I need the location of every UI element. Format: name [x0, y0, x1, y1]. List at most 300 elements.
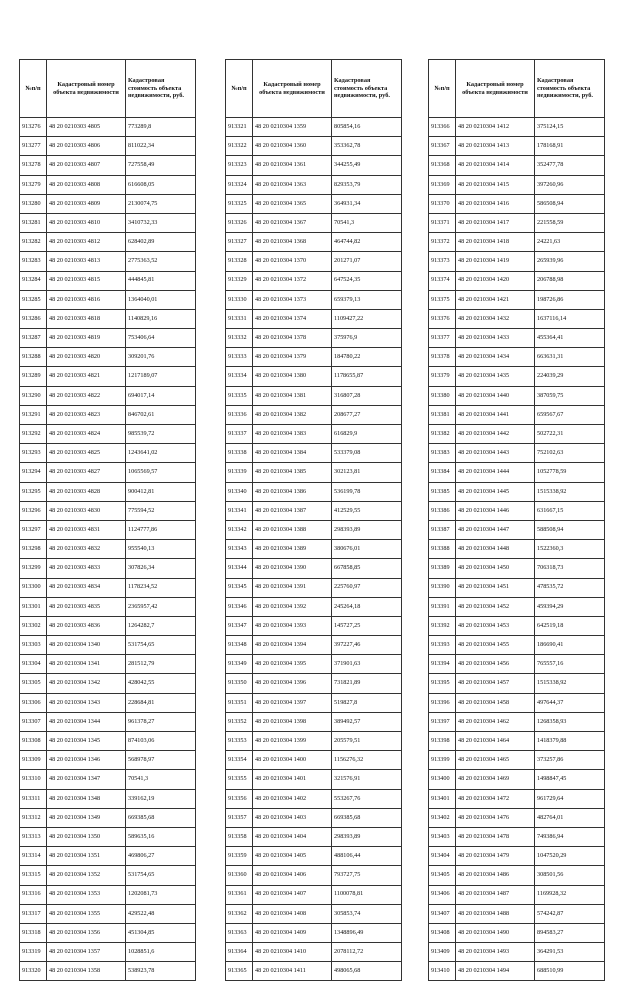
cadastral-number: 48 20 0210303 4807 [47, 156, 126, 175]
cadastral-value: 669385,68 [332, 808, 402, 827]
table-row [20, 885, 196, 904]
cadastral-number: 48 20 0210304 1404 [253, 827, 332, 846]
table-row [429, 348, 605, 367]
row-number: 913382 [429, 425, 456, 444]
cadastral-number: 48 20 0210303 4819 [47, 329, 126, 348]
cadastral-number: 48 20 0210304 1408 [253, 904, 332, 923]
cadastral-number: 48 20 0210304 1446 [456, 501, 535, 520]
row-number: 913312 [20, 808, 47, 827]
cadastral-value: 531754,65 [126, 866, 196, 885]
cadastral-number: 48 20 0210304 1399 [253, 732, 332, 751]
cadastral-number: 48 20 0210304 1494 [456, 962, 535, 981]
cadastral-value: 1217189,07 [126, 367, 196, 386]
cadastral-value: 339162,19 [126, 789, 196, 808]
row-number: 913399 [429, 751, 456, 770]
cadastral-number: 48 20 0210304 1445 [456, 482, 535, 501]
table-row [429, 367, 605, 386]
cadastral-value: 894583,27 [535, 923, 605, 942]
table-row [429, 827, 605, 846]
row-number: 913295 [20, 482, 47, 501]
cadastral-number: 48 20 0210304 1344 [47, 712, 126, 731]
row-number: 913358 [226, 827, 253, 846]
row-number: 913296 [20, 501, 47, 520]
row-number: 913316 [20, 885, 47, 904]
cadastral-number: 48 20 0210303 4818 [47, 309, 126, 328]
cadastral-number: 48 20 0210304 1386 [253, 482, 332, 501]
row-number: 913384 [429, 463, 456, 482]
cadastral-value: 1637116,14 [535, 309, 605, 328]
row-number: 913276 [20, 118, 47, 137]
table-row [226, 770, 402, 789]
cadastral-number: 48 20 0210304 1443 [456, 444, 535, 463]
row-number: 913306 [20, 693, 47, 712]
cadastral-number: 48 20 0210304 1417 [456, 213, 535, 232]
cadastral-number: 48 20 0210304 1447 [456, 520, 535, 539]
cadastral-number: 48 20 0210304 1357 [47, 943, 126, 962]
cadastral-number: 48 20 0210304 1380 [253, 367, 332, 386]
row-number: 913342 [226, 520, 253, 539]
table-row [429, 405, 605, 424]
table-row [20, 425, 196, 444]
table-row [226, 501, 402, 520]
cadastral-number: 48 20 0210303 4835 [47, 597, 126, 616]
cadastral-number: 48 20 0210304 1360 [253, 137, 332, 156]
row-number: 913393 [429, 636, 456, 655]
cadastral-number: 48 20 0210304 1414 [456, 156, 535, 175]
table-row [429, 213, 605, 232]
cadastral-number: 48 20 0210304 1397 [253, 693, 332, 712]
row-number: 913407 [429, 904, 456, 923]
cadastral-number: 48 20 0210304 1352 [47, 866, 126, 885]
cadastral-number: 48 20 0210303 4836 [47, 616, 126, 635]
table-row [429, 674, 605, 693]
header-cadastral-number: Кадастровый номер объекта недвижимости [253, 60, 332, 118]
cadastral-number: 48 20 0210304 1374 [253, 309, 332, 328]
cadastral-value: 502722,31 [535, 425, 605, 444]
table-row [20, 156, 196, 175]
table-row [20, 367, 196, 386]
cadastral-number: 48 20 0210303 4823 [47, 405, 126, 424]
cadastral-number: 48 20 0210303 4831 [47, 520, 126, 539]
cadastral-number: 48 20 0210303 4810 [47, 213, 126, 232]
cadastral-number: 48 20 0210304 1415 [456, 175, 535, 194]
table-row [20, 923, 196, 942]
cadastral-number: 48 20 0210304 1358 [47, 962, 126, 981]
cadastral-number: 48 20 0210304 1478 [456, 827, 535, 846]
cadastral-value: 1124777,86 [126, 520, 196, 539]
cadastral-number: 48 20 0210304 1378 [253, 329, 332, 348]
table-row [20, 175, 196, 194]
row-number: 913400 [429, 770, 456, 789]
row-number: 913364 [226, 943, 253, 962]
row-number: 913349 [226, 655, 253, 674]
cadastral-number: 48 20 0210304 1363 [253, 175, 332, 194]
cadastral-value: 519827,8 [332, 693, 402, 712]
cadastral-value: 536199,78 [332, 482, 402, 501]
cadastral-number: 48 20 0210304 1346 [47, 751, 126, 770]
row-number: 913298 [20, 540, 47, 559]
cadastral-number: 48 20 0210304 1479 [456, 847, 535, 866]
table-row [429, 847, 605, 866]
row-number: 913328 [226, 252, 253, 271]
cadastral-number: 48 20 0210304 1402 [253, 789, 332, 808]
table-row [226, 271, 402, 290]
cadastral-number: 48 20 0210304 1388 [253, 520, 332, 539]
table-row [429, 463, 605, 482]
table-row [226, 732, 402, 751]
row-number: 913301 [20, 597, 47, 616]
cadastral-value: 281512,79 [126, 655, 196, 674]
row-number: 913335 [226, 386, 253, 405]
cadastral-number: 48 20 0210303 4828 [47, 482, 126, 501]
cadastral-value: 1178234,52 [126, 578, 196, 597]
row-number: 913398 [429, 732, 456, 751]
row-number: 913355 [226, 770, 253, 789]
table-row [429, 252, 605, 271]
cadastral-number: 48 20 0210304 1469 [456, 770, 535, 789]
cadastral-value: 1264282,7 [126, 616, 196, 635]
cadastral-value: 178168,91 [535, 137, 605, 156]
cadastral-value: 482764,01 [535, 808, 605, 827]
table-row [429, 194, 605, 213]
cadastral-value: 459394,29 [535, 597, 605, 616]
cadastral-number: 48 20 0210303 4824 [47, 425, 126, 444]
cadastral-value: 1109427,22 [332, 309, 402, 328]
cadastral-value: 955540,13 [126, 540, 196, 559]
table-row [429, 520, 605, 539]
table-row [226, 751, 402, 770]
row-number: 913347 [226, 616, 253, 635]
cadastral-number: 48 20 0210303 4812 [47, 233, 126, 252]
cadastral-number: 48 20 0210304 1442 [456, 425, 535, 444]
table-row [429, 425, 605, 444]
row-number: 913341 [226, 501, 253, 520]
cadastral-value: 1065569,57 [126, 463, 196, 482]
cadastral-number: 48 20 0210304 1342 [47, 674, 126, 693]
cadastral-number: 48 20 0210304 1370 [253, 252, 332, 271]
cadastral-number: 48 20 0210303 4821 [47, 367, 126, 386]
cadastral-value: 412529,55 [332, 501, 402, 520]
cadastral-value: 70541,3 [126, 770, 196, 789]
row-number: 913293 [20, 444, 47, 463]
row-number: 913333 [226, 348, 253, 367]
cadastral-value: 344255,49 [332, 156, 402, 175]
row-number: 913290 [20, 386, 47, 405]
table-row [20, 405, 196, 424]
table-row [226, 943, 402, 962]
cadastral-value: 669385,68 [126, 808, 196, 827]
cadastral-value: 208677,27 [332, 405, 402, 424]
cadastral-value: 24221,63 [535, 233, 605, 252]
table-row [20, 501, 196, 520]
row-number: 913367 [429, 137, 456, 156]
cadastral-number: 48 20 0210304 1365 [253, 194, 332, 213]
row-number: 913366 [429, 118, 456, 137]
table-row [226, 923, 402, 942]
cadastral-value: 663631,31 [535, 348, 605, 367]
table-row [226, 425, 402, 444]
table-row [20, 962, 196, 981]
header-cadastral-number: Кадастровый номер объекта недвижимости [456, 60, 535, 118]
cadastral-value: 305853,74 [332, 904, 402, 923]
row-number: 913375 [429, 290, 456, 309]
cadastral-number: 48 20 0210304 1356 [47, 923, 126, 942]
row-number: 913300 [20, 578, 47, 597]
cadastral-value: 1515338,92 [535, 482, 605, 501]
row-number: 913324 [226, 175, 253, 194]
table-row [20, 233, 196, 252]
cadastral-value: 961378,27 [126, 712, 196, 731]
row-number: 913310 [20, 770, 47, 789]
cadastral-number: 48 20 0210304 1340 [47, 636, 126, 655]
row-number: 913390 [429, 578, 456, 597]
table-row [429, 616, 605, 635]
cadastral-value: 793727,75 [332, 866, 402, 885]
header-num: №п/п [226, 60, 253, 118]
table-row [226, 309, 402, 328]
table-row [226, 156, 402, 175]
cadastral-value: 1522360,3 [535, 540, 605, 559]
cadastral-number: 48 20 0210304 1462 [456, 712, 535, 731]
cadastral-number: 48 20 0210304 1403 [253, 808, 332, 827]
cadastral-value: 145727,25 [332, 616, 402, 635]
cadastral-value: 375124,15 [535, 118, 605, 137]
row-number: 913320 [20, 962, 47, 981]
cadastral-number: 48 20 0210304 1368 [253, 233, 332, 252]
cadastral-number: 48 20 0210304 1373 [253, 290, 332, 309]
cadastral-value: 70541,3 [332, 213, 402, 232]
table-row [226, 904, 402, 923]
row-number: 913344 [226, 559, 253, 578]
row-number: 913406 [429, 885, 456, 904]
table-row [226, 636, 402, 655]
cadastral-value: 586508,94 [535, 194, 605, 213]
cadastral-number: 48 20 0210303 4808 [47, 175, 126, 194]
cadastral-number: 48 20 0210304 1350 [47, 827, 126, 846]
row-number: 913289 [20, 367, 47, 386]
cadastral-number: 48 20 0210304 1416 [456, 194, 535, 213]
table-row [20, 827, 196, 846]
row-number: 913288 [20, 348, 47, 367]
cadastral-table-2 [225, 59, 402, 981]
cadastral-number: 48 20 0210303 4813 [47, 252, 126, 271]
cadastral-value: 184780,22 [332, 348, 402, 367]
cadastral-number: 48 20 0210304 1420 [456, 271, 535, 290]
cadastral-value: 642519,18 [535, 616, 605, 635]
row-number: 913339 [226, 463, 253, 482]
cadastral-number: 48 20 0210304 1457 [456, 674, 535, 693]
cadastral-value: 1498847,45 [535, 770, 605, 789]
table-row [20, 636, 196, 655]
table-row [429, 636, 605, 655]
row-number: 913360 [226, 866, 253, 885]
cadastral-number: 48 20 0210304 1493 [456, 943, 535, 962]
row-number: 913397 [429, 712, 456, 731]
cadastral-value: 265939,96 [535, 252, 605, 271]
cadastral-value: 616829,9 [332, 425, 402, 444]
cadastral-number: 48 20 0210304 1343 [47, 693, 126, 712]
row-number: 913388 [429, 540, 456, 559]
row-number: 913403 [429, 827, 456, 846]
table-row [429, 386, 605, 405]
header-num: №п/п [20, 60, 47, 118]
row-number: 913386 [429, 501, 456, 520]
row-number: 913350 [226, 674, 253, 693]
row-number: 913325 [226, 194, 253, 213]
cadastral-value: 1418379,88 [535, 732, 605, 751]
cadastral-value: 1169928,32 [535, 885, 605, 904]
cadastral-number: 48 20 0210304 1421 [456, 290, 535, 309]
table-row [429, 578, 605, 597]
cadastral-value: 659379,13 [332, 290, 402, 309]
row-number: 913277 [20, 137, 47, 156]
table-row [226, 827, 402, 846]
table-row [429, 482, 605, 501]
row-number: 913319 [20, 943, 47, 962]
row-number: 913362 [226, 904, 253, 923]
table-row [226, 482, 402, 501]
table-row [20, 137, 196, 156]
row-number: 913346 [226, 597, 253, 616]
cadastral-number: 48 20 0210304 1394 [253, 636, 332, 655]
table-row [429, 808, 605, 827]
cadastral-number: 48 20 0210304 1434 [456, 348, 535, 367]
table-row [429, 693, 605, 712]
cadastral-number: 48 20 0210304 1345 [47, 732, 126, 751]
row-number: 913285 [20, 290, 47, 309]
table-row [226, 616, 402, 635]
table-row [20, 213, 196, 232]
row-number: 913381 [429, 405, 456, 424]
row-number: 913309 [20, 751, 47, 770]
cadastral-value: 874103,06 [126, 732, 196, 751]
cadastral-value: 1515338,92 [535, 674, 605, 693]
cadastral-number: 48 20 0210304 1398 [253, 712, 332, 731]
cadastral-value: 659567,67 [535, 405, 605, 424]
cadastral-number: 48 20 0210304 1412 [456, 118, 535, 137]
row-number: 913361 [226, 885, 253, 904]
cadastral-number: 48 20 0210304 1411 [253, 962, 332, 981]
row-number: 913318 [20, 923, 47, 942]
cadastral-value: 371901,63 [332, 655, 402, 674]
table-row [226, 540, 402, 559]
table-row [226, 367, 402, 386]
cadastral-number: 48 20 0210304 1385 [253, 463, 332, 482]
row-number: 913326 [226, 213, 253, 232]
row-number: 913357 [226, 808, 253, 827]
cadastral-number: 48 20 0210303 4830 [47, 501, 126, 520]
cadastral-value: 2365957,42 [126, 597, 196, 616]
cadastral-number: 48 20 0210304 1419 [456, 252, 535, 271]
table-row [20, 348, 196, 367]
row-number: 913383 [429, 444, 456, 463]
cadastral-value: 221558,59 [535, 213, 605, 232]
table-row [20, 520, 196, 539]
cadastral-value: 1202081,73 [126, 885, 196, 904]
table-row [226, 137, 402, 156]
table-row [20, 482, 196, 501]
cadastral-number: 48 20 0210303 4806 [47, 137, 126, 156]
table-row [429, 770, 605, 789]
cadastral-value: 498065,68 [332, 962, 402, 981]
table-row [429, 597, 605, 616]
cadastral-value: 387059,75 [535, 386, 605, 405]
row-number: 913292 [20, 425, 47, 444]
cadastral-number: 48 20 0210304 1390 [253, 559, 332, 578]
table-row [429, 866, 605, 885]
cadastral-value: 765557,16 [535, 655, 605, 674]
table-row [429, 904, 605, 923]
cadastral-value: 667858,85 [332, 559, 402, 578]
cadastral-value: 773289,8 [126, 118, 196, 137]
cadastral-value: 1100078,81 [332, 885, 402, 904]
cadastral-number: 48 20 0210304 1490 [456, 923, 535, 942]
table-row [226, 866, 402, 885]
cadastral-value: 245264,18 [332, 597, 402, 616]
table-row [429, 923, 605, 942]
table-row [226, 655, 402, 674]
cadastral-value: 321576,91 [332, 770, 402, 789]
table-row [226, 444, 402, 463]
row-number: 913394 [429, 655, 456, 674]
table-row [429, 789, 605, 808]
row-number: 913405 [429, 866, 456, 885]
cadastral-number: 48 20 0210304 1452 [456, 597, 535, 616]
table-row [20, 386, 196, 405]
row-number: 913336 [226, 405, 253, 424]
table-row [20, 578, 196, 597]
cadastral-number: 48 20 0210304 1440 [456, 386, 535, 405]
cadastral-value: 464744,82 [332, 233, 402, 252]
cadastral-number: 48 20 0210304 1367 [253, 213, 332, 232]
header-num: №п/п [429, 60, 456, 118]
cadastral-value: 961729,64 [535, 789, 605, 808]
cadastral-value: 706318,73 [535, 559, 605, 578]
header-cadastral-value: Кадастровая стоимость объекта недвижимости, руб. [535, 60, 605, 118]
row-number: 913385 [429, 482, 456, 501]
row-number: 913303 [20, 636, 47, 655]
cadastral-number: 48 20 0210304 1476 [456, 808, 535, 827]
table-row [20, 674, 196, 693]
cadastral-value: 380676,01 [332, 540, 402, 559]
table-row [20, 463, 196, 482]
cadastral-number: 48 20 0210303 4833 [47, 559, 126, 578]
cadastral-value: 1140829,16 [126, 309, 196, 328]
cadastral-number: 48 20 0210304 1382 [253, 405, 332, 424]
cadastral-value: 811022,34 [126, 137, 196, 156]
cadastral-value: 1348896,49 [332, 923, 402, 942]
row-number: 913410 [429, 962, 456, 981]
header-cadastral-value: Кадастровая стоимость объекта недвижимости, руб. [332, 60, 402, 118]
row-number: 913287 [20, 329, 47, 348]
cadastral-value: 829353,79 [332, 175, 402, 194]
table-row [429, 309, 605, 328]
cadastral-value: 352477,78 [535, 156, 605, 175]
cadastral-value: 373257,86 [535, 751, 605, 770]
cadastral-value: 553267,76 [332, 789, 402, 808]
table-row [20, 655, 196, 674]
cadastral-number: 48 20 0210304 1487 [456, 885, 535, 904]
row-number: 913281 [20, 213, 47, 232]
cadastral-value: 1156276,32 [332, 751, 402, 770]
row-number: 913379 [429, 367, 456, 386]
cadastral-number: 48 20 0210304 1409 [253, 923, 332, 942]
cadastral-number: 48 20 0210304 1453 [456, 616, 535, 635]
row-number: 913387 [429, 520, 456, 539]
cadastral-value: 1243641,02 [126, 444, 196, 463]
table-row [226, 233, 402, 252]
table-row [429, 233, 605, 252]
